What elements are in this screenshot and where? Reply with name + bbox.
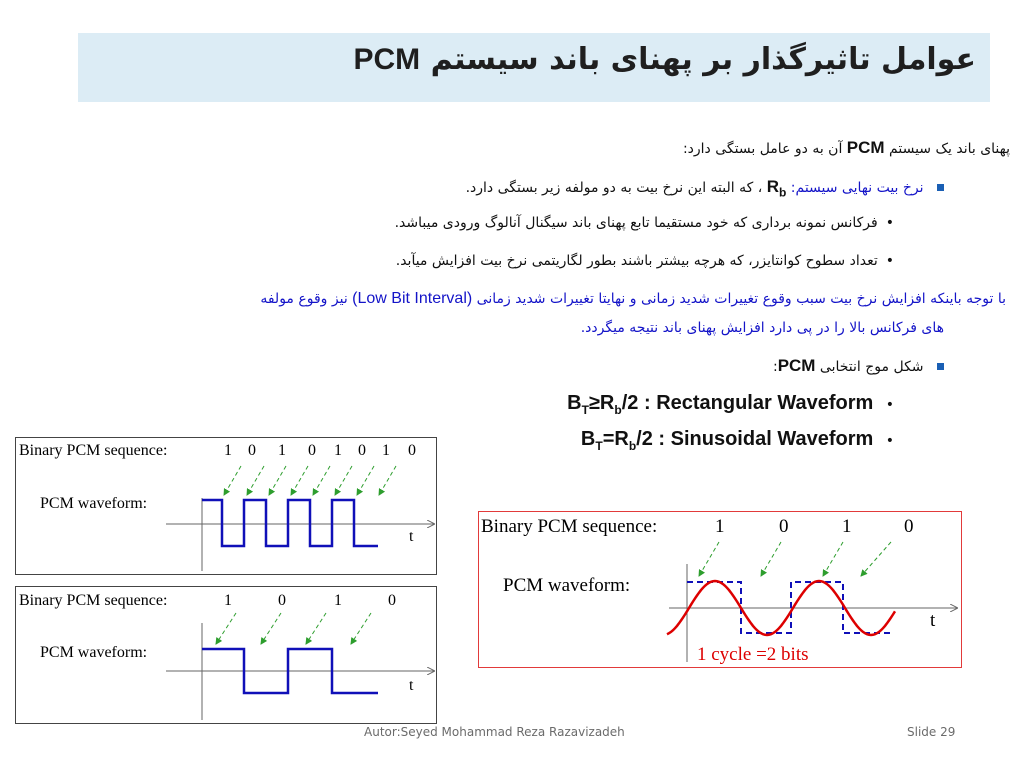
rb-symbol (766, 177, 787, 200)
intro-pre: پهنای باند یک سیستم (889, 141, 1010, 157)
formula-rectangular (567, 392, 894, 417)
bit-1: 1 (278, 442, 286, 459)
bit-0: 0 (308, 442, 316, 459)
title-prefix: عوامل تاثیرگذار بر پهنای باند سیستم (430, 42, 976, 77)
f1-rhs-sub: b (614, 403, 622, 417)
sub-bullet-quantizer-text: تعداد سطوح کوانتایزر، که هرچه بیشتر باشند بطور لگاریتمی نرخ بیت افزایش میآبد. (395, 253, 878, 269)
seq-label: Binary PCM sequence: (481, 516, 658, 537)
arrows (216, 613, 371, 644)
note-line-1 (260, 290, 1006, 308)
f2-rhs-sub: b (628, 439, 637, 453)
note-line-1-pre: با توجه باینکه افزایش نرخ بیت سبب وقوع تغییرات شدید زمانی و نهایتا تغییرات شدید زمانی (476, 291, 1006, 307)
seq-label: Binary PCM sequence: (19, 442, 168, 459)
arrows (224, 466, 396, 495)
panel-sinusoidal (478, 511, 962, 668)
rb-letter: R (766, 177, 779, 196)
formula-sinusoidal-text: $B_T=R_b/2$ : Sinusoidal Waveform (580, 428, 874, 453)
formula-sinusoidal (581, 428, 894, 453)
rect-8bit-diagram (16, 438, 436, 574)
panel-rect-8bit (15, 437, 437, 575)
bit-0: 0 (779, 516, 789, 537)
f1-rhs: /2 (621, 392, 639, 414)
f2-op: =R (602, 428, 629, 450)
bit-1: 1 (382, 442, 390, 459)
wave-label: PCM waveform: (40, 644, 148, 661)
dot-bullet-icon: • (885, 215, 894, 231)
bit-0: 0 (904, 516, 914, 537)
t-label: t (409, 528, 414, 545)
f1-op: ≥R (588, 392, 615, 414)
waveform-label: شکل موج انتخابی (819, 359, 924, 375)
bit-1: 1 (224, 442, 232, 459)
dot-bullet-icon: • (885, 397, 894, 413)
arrows (699, 542, 891, 576)
cycle-label: 1 cycle =2 bits (697, 644, 809, 665)
rb-sub: b (778, 185, 787, 200)
square-bullet-icon (937, 184, 944, 191)
bit-1: 1 (224, 592, 232, 609)
f1-lhs-sub: T (581, 403, 589, 417)
bit-1: 1 (334, 592, 342, 609)
t-label: t (409, 677, 414, 694)
f2-name: Sinusoidal Waveform (670, 428, 874, 450)
sinusoidal-diagram (479, 512, 961, 667)
note-line-1-post: نیز وقوع مولفه (260, 291, 348, 307)
sub-bullet-quantizer (396, 253, 894, 269)
intro-line (683, 138, 1010, 158)
intro-pcm: PCM (846, 138, 885, 157)
footer-slide-number: Slide 29 (907, 725, 956, 739)
dot-bullet-icon: • (885, 253, 894, 269)
note-line-2: های فرکانس بالا را در پی دارد افزایش پهنای باند نتیجه میگردد. (580, 320, 944, 336)
footer-author: Autor:Seyed Mohammad Reza Razavizadeh (364, 725, 625, 739)
note-low-bit-interval: (Low Bit Interval) (352, 290, 473, 307)
sub-bullet-sampling (395, 215, 894, 231)
f1-lhs: B (567, 392, 582, 414)
bullet-waveform (773, 356, 944, 376)
page-title (354, 42, 977, 77)
t-label: t (930, 610, 936, 631)
waveform-colon: : (772, 359, 778, 375)
f1-name: Rectangular Waveform (656, 392, 874, 414)
bit-1: 1 (715, 516, 725, 537)
bit-0: 0 (388, 592, 396, 609)
seq-label: Binary PCM sequence: (19, 592, 168, 609)
bit-0: 0 (278, 592, 286, 609)
sub-bullet-sampling-text: فرکانس نمونه برداری که خود مستقیما تابع پهنای باند سیگنال آنالوگ ورودی میباشد. (394, 215, 878, 231)
rect-4bit-diagram (16, 587, 436, 723)
wave-label: PCM waveform: (503, 575, 631, 596)
formula-rectangular-text: $B_T\ge R_b/2$ : Rectangular Waveform (567, 392, 874, 417)
f2-rhs: /2 (636, 428, 653, 450)
f2-lhs: B (580, 428, 596, 450)
bit-rate-rest: ، که البته این نرخ بیت به دو مولفه زیر بستگی دارد. (465, 180, 763, 196)
wave-label: PCM waveform: (40, 495, 148, 512)
waveform-pcm: PCM (777, 356, 816, 375)
title-pcm: PCM (353, 43, 421, 76)
bit-rate-label: نرخ بیت نهایی سیستم: (790, 180, 924, 196)
rect-waveform (202, 500, 378, 546)
bullet-bit-rate (466, 177, 944, 199)
bit-0: 0 (358, 442, 366, 459)
bit-0: 0 (248, 442, 256, 459)
bit-1: 1 (842, 516, 852, 537)
intro-post: آن به دو عامل بستگی دارد: (682, 141, 843, 157)
bit-0: 0 (408, 442, 416, 459)
square-bullet-icon (937, 363, 944, 370)
title-bar (78, 33, 990, 102)
panel-rect-4bit (15, 586, 437, 724)
bit-1: 1 (334, 442, 342, 459)
dot-bullet-icon: • (885, 433, 894, 449)
f2-lhs-sub: T (595, 439, 603, 453)
